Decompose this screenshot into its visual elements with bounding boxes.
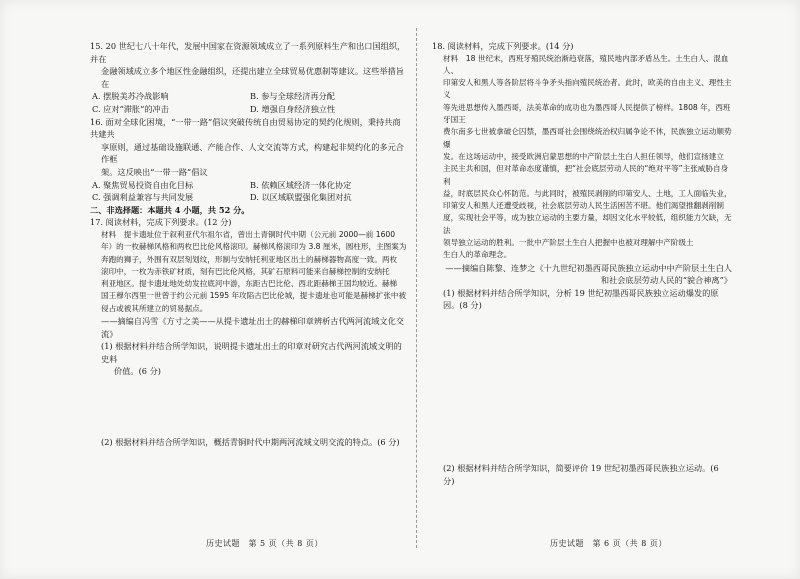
- q17-sub1-line1: (1) 根据材料并结合所学知识，说明提卡遗址出土的印章对研究古代两河流域文明的史料: [101, 341, 402, 364]
- q17-material-line: 利亚地区。提卡遗址地处幼发拉底河中游，东距古巴比伦、西北距赫梯王国均较近。赫梯: [101, 279, 398, 289]
- q17-source: ——摘编自冯雪《方寸之美——从提卡遗址出土的赫梯印章辨析古代两河流域文化交流》: [101, 315, 404, 339]
- q16-options: [90, 179, 408, 204]
- q17-material-line: 侵占或被其所建立的贸易据点。: [101, 303, 208, 313]
- q16-option-a[interactable]: A. 聚焦贸易投资自由化目标: [92, 179, 194, 190]
- q18-material-line: 主民主共和国，但对革命态度谨慎，把“社会底层劳动人民的“绝对平等”主张威胁自身利: [443, 164, 729, 186]
- q18-answer-space-1[interactable]: [432, 312, 732, 462]
- right-page-footer: 历史试题 第 6 页（共 8 页）: [550, 539, 667, 548]
- q17-material-line: 奔跑的狮子，外围有双层刻划纹，形制与安纳托利亚地区出土的赫梯器物高度一致。两枚: [101, 254, 398, 264]
- section-heading: 二、非选择题：本题共 4 小题，共 52 分。: [90, 204, 250, 215]
- q17-answer-space-1[interactable]: [90, 378, 408, 436]
- q18-material-line: 等先进思想传入墨西哥，法美革命的成功也为墨西哥人民提供了榜样。1808 年，西班牙国王: [443, 102, 731, 125]
- q17-material-line: 滚印中，一枚为赤铁矿材质，刻有巴比伦风格，其矿石原料可能来自赫梯控制的安纳托: [101, 266, 390, 276]
- q18-material-line: 领导独立运动的胜利。一批中产阶层土生白人把握中也被对理解中产阶级土: [443, 238, 694, 248]
- q18-material: [432, 53, 732, 262]
- q18-material-line: 度，实现社会平等，成为独立运动的主要力量，却因文化水平较低，组织能力欠缺，无法: [443, 213, 732, 235]
- q15-options: [90, 90, 408, 115]
- left-page: [90, 40, 408, 449]
- q18-title: 18. 阅读材料，完成下列要求。(14 分): [432, 41, 574, 51]
- q15-option-a[interactable]: A. 摆脱美苏冷战影响: [92, 91, 169, 102]
- q15-stem-line1: 15. 20 世纪七八十年代，发展中国家在资源领域成立了一系列原料生产和出口国组织，并在: [90, 41, 406, 64]
- q18-material-line: 生白人的革命理念。: [443, 250, 512, 260]
- q18-sub2: (2) 根据材料并结合所学知识，简要评价 19 世纪初墨西哥民族独立运动。(6 分): [443, 463, 719, 486]
- q17-sub1-line2: 价值。(6 分): [114, 366, 161, 377]
- right-page: [432, 40, 732, 487]
- q15-option-d[interactable]: D. 增强自身经济独立性: [250, 103, 336, 114]
- q17-material: [90, 229, 408, 315]
- q18-material-line: 益，时底层民众心怀防范。与此同时，被殖民剥削的印第安人、土地，工人面临失业，: [443, 188, 732, 198]
- q15-option-b[interactable]: B. 参与全球经济再分配: [250, 91, 335, 102]
- q18-material-line: 发。在这场运动中，接受欧洲启蒙思想的中产阶层土生白人担任领导，他们宣扬建立: [443, 151, 724, 161]
- q16-option-b[interactable]: B. 依赖区域经济一体化协定: [250, 179, 352, 190]
- q16-option-c[interactable]: C. 强调利益兼容与共同发展: [92, 192, 194, 203]
- q18-source-line2: 和社会底层劳动人民的“貌合神离”》: [600, 275, 732, 286]
- left-page-footer: 历史试题 第 5 页（共 8 页）: [206, 539, 323, 548]
- q18-source-line1: ——摘编自陈黎、连梦之《十九世纪初墨西哥民族独立运动中中产阶层土生白人: [445, 262, 732, 273]
- q18-material-line: 印第安人和黑人等各阶层将斗争矛头指向殖民统治者。此时，欧美的自由主义、理性主义: [443, 78, 732, 100]
- page-divider: [416, 28, 417, 548]
- q16-stem-line3: 架。这反映出“一带一路”倡议: [101, 166, 208, 177]
- q16-option-d[interactable]: D. 以区域联盟强化集团对抗: [250, 192, 352, 203]
- q18-sub1: (1) 根据材料并结合所学知识，分析 19 世纪初墨西哥民族独立运动爆发的原因。(8 分): [443, 287, 719, 311]
- q17-material-line: 国王穆尔西里一世曾于约公元前 1595 年攻陷古巴比伦城，提卡遗址也可能是赫梯扩张中被: [101, 291, 407, 301]
- q18-material-line: 印第安人和黑人还遭受歧视，社会底层劳动人民生活困苦不堪。他们渴望推翻剥削制: [443, 201, 724, 211]
- q16-stem-line1: 16. 面对全球化困境，“一带一路”倡议突破传统自由贸易协定的契约化规则，秉持共商共建共: [90, 116, 401, 140]
- q18-material-line: 材料 18 世纪末，西班牙殖民统治渐趋衰落，殖民地内部矛盾丛生。土生白人、混血人、: [443, 53, 729, 75]
- q17-title: 17. 阅读材料，完成下列要求。(12 分): [90, 217, 232, 228]
- q15-option-c[interactable]: C. 应对“滞胀”的冲击: [92, 103, 169, 114]
- q18-material-line: 费尔南多七世被拿破仑囚禁，墨西哥社会围绕统治权归属争论不休，民族独立运动顺势爆: [443, 127, 732, 149]
- q17-material-line: 材料 提卡遗址位于叙利亚代尔祖尔省，曾出土青铜时代中期（公元前 2000—前 1600: [101, 229, 396, 239]
- q15-stem-line2: 金融领域成立多个地区性金融组织，还提出建立全球贸易优惠制等建议。这些举措旨在: [101, 66, 404, 89]
- q17-material-line: 年）的一枚赫梯风格和两枚巴比伦风格滚印。赫梯风格滚印为 3.8 厘米，圆柱形，主图案为: [101, 242, 407, 252]
- q17-sub2: (2) 根据材料并结合所学知识，概括青铜时代中期两河流域文明交流的特点。(6 分): [101, 436, 400, 447]
- q16-stem-line2: 享原则，通过基础设施联通、产能合作、人文交流等方式，构建起非契约化的多元合作框: [101, 141, 404, 165]
